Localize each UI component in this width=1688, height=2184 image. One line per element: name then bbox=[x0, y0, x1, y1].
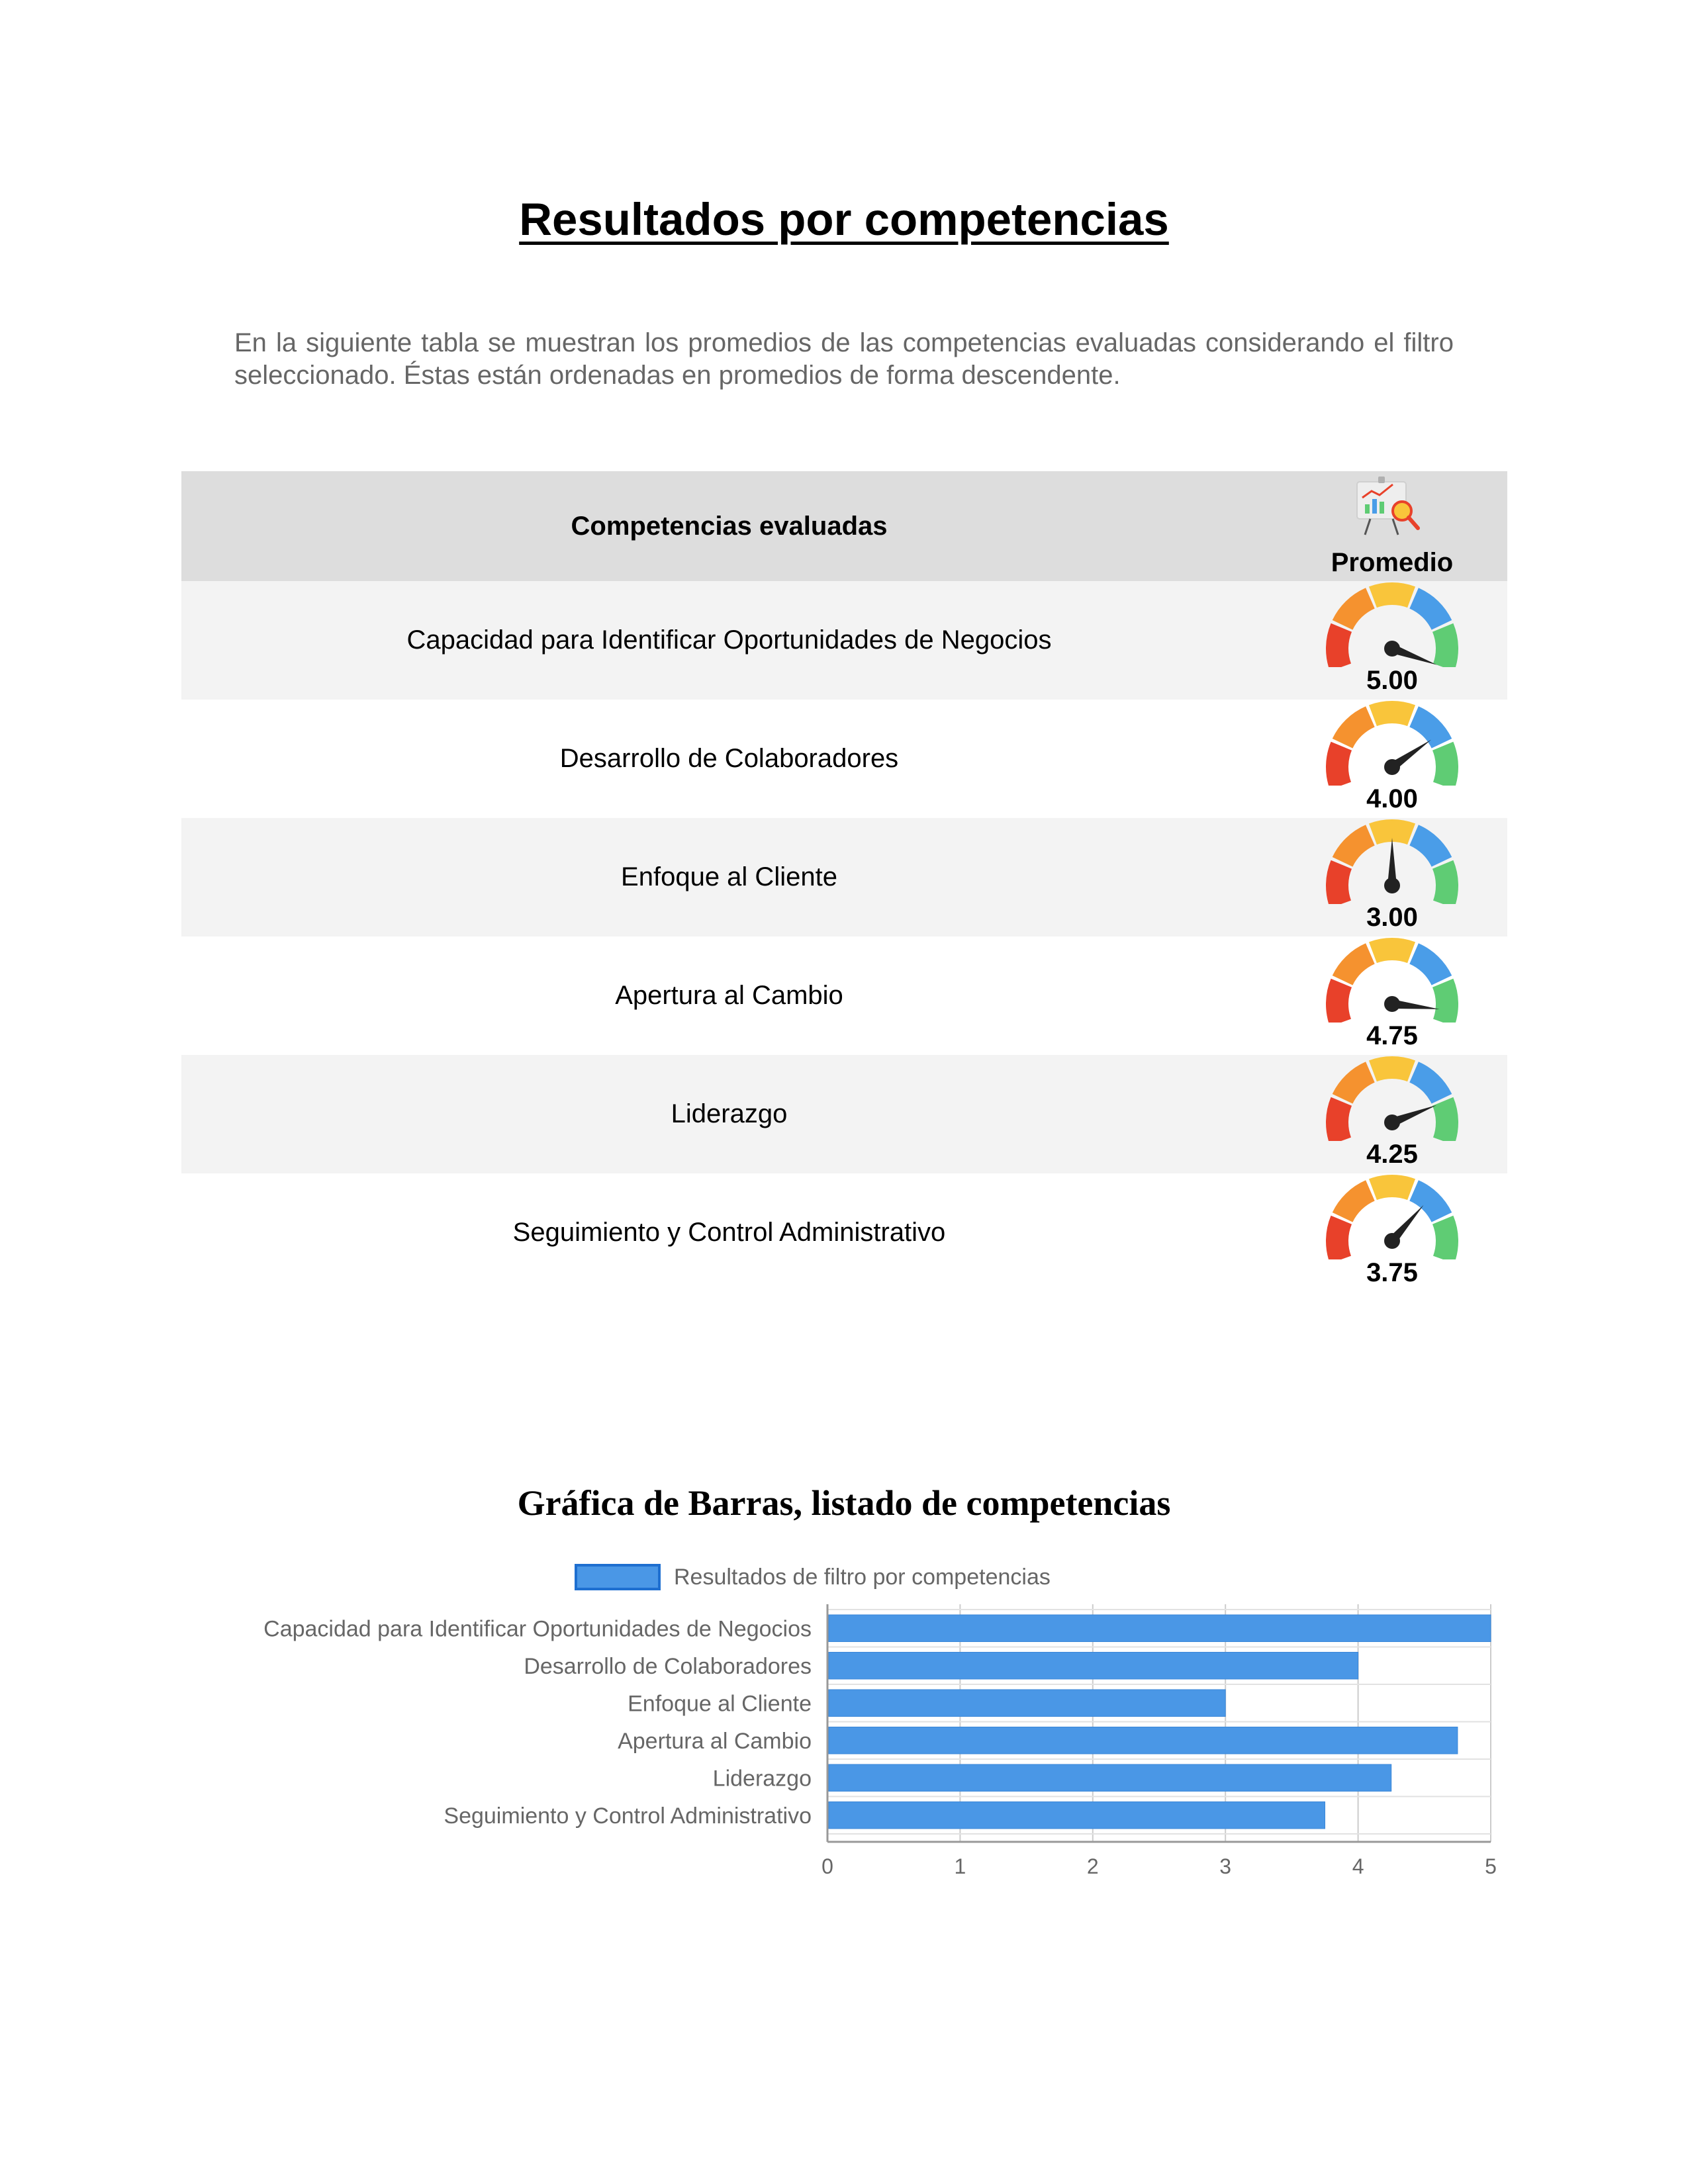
y-category-label: Enfoque al Cliente bbox=[628, 1691, 812, 1717]
gauge-meter-icon bbox=[1277, 1173, 1507, 1259]
bar bbox=[829, 1727, 1458, 1754]
competency-name: Liderazgo bbox=[671, 1099, 788, 1128]
gauge-hub bbox=[1384, 878, 1400, 893]
header-competencies: Competencias evaluadas bbox=[571, 511, 888, 541]
gauge-segment bbox=[1333, 706, 1375, 748]
gauge-segment bbox=[1333, 1180, 1375, 1222]
score-value: 4.75 bbox=[1366, 1021, 1418, 1050]
gauge-segment bbox=[1409, 588, 1452, 629]
y-category-label: Seguimiento y Control Administrativo bbox=[444, 1803, 812, 1829]
score-value: 5.00 bbox=[1366, 666, 1418, 695]
competencies-table bbox=[181, 471, 1507, 1292]
gauge-segment bbox=[1369, 582, 1415, 608]
gauge-segment bbox=[1432, 1097, 1458, 1141]
chart-presentation-magnifier-icon bbox=[1352, 475, 1426, 544]
bar bbox=[829, 1764, 1391, 1792]
x-tick-label: 5 bbox=[1485, 1854, 1497, 1878]
chart-title: Gráfica de Barras, listado de competencias bbox=[517, 1483, 1171, 1523]
score-value: 4.00 bbox=[1366, 784, 1418, 813]
gauge-segment bbox=[1333, 588, 1375, 629]
score-value: 3.00 bbox=[1366, 903, 1418, 932]
gauge-segment bbox=[1333, 1062, 1375, 1103]
competency-name: Seguimiento y Control Administrativo bbox=[512, 1218, 946, 1247]
gauge-segment bbox=[1432, 742, 1458, 786]
gauge-segment bbox=[1369, 1175, 1415, 1200]
gauge-segment bbox=[1369, 1056, 1415, 1081]
table-row bbox=[181, 818, 1507, 936]
competency-name: Enfoque al Cliente bbox=[621, 862, 837, 891]
gauge-segment bbox=[1333, 825, 1375, 866]
bar bbox=[829, 1615, 1491, 1642]
gauge-segment bbox=[1326, 742, 1352, 786]
legend-label: Resultados de filtro por competencias bbox=[674, 1565, 1051, 1590]
gauge-segment bbox=[1409, 943, 1452, 985]
gauge-segment bbox=[1432, 623, 1458, 667]
gauge-segment bbox=[1409, 825, 1452, 866]
bar-chart bbox=[179, 1549, 1516, 1893]
gauge-segment bbox=[1326, 979, 1352, 1023]
gauge-segment bbox=[1409, 706, 1452, 748]
table-row bbox=[181, 936, 1507, 1055]
gauge-cell bbox=[1277, 700, 1507, 818]
gauge-segment bbox=[1333, 943, 1375, 985]
table-header bbox=[181, 471, 1507, 581]
x-tick-label: 2 bbox=[1086, 1854, 1099, 1878]
x-tick-label: 3 bbox=[1219, 1854, 1232, 1878]
score-value: 4.25 bbox=[1366, 1140, 1418, 1169]
gauge-segment bbox=[1409, 1180, 1452, 1222]
gauge-hub bbox=[1384, 1233, 1400, 1249]
x-tick-label: 4 bbox=[1352, 1854, 1364, 1878]
gauge-hub bbox=[1384, 1115, 1400, 1130]
table-row bbox=[181, 700, 1507, 818]
y-category-label: Liderazgo bbox=[712, 1766, 812, 1792]
gauge-segment bbox=[1369, 938, 1415, 963]
gauge-segment bbox=[1326, 623, 1352, 667]
gauge-meter-icon bbox=[1277, 818, 1507, 904]
gauge-segment bbox=[1432, 860, 1458, 904]
bar bbox=[829, 1690, 1225, 1717]
gauge-meter-icon bbox=[1277, 1055, 1507, 1141]
competency-name: Desarrollo de Colaboradores bbox=[559, 744, 899, 773]
gauge-cell bbox=[1277, 581, 1507, 700]
intro-paragraph: En la siguiente tabla se muestran los promedios de las competencias evaluadas considerando el filtro seleccionado. Éstas están ordenadas en promedios de forma descendente. bbox=[234, 328, 1454, 390]
gauge-hub bbox=[1384, 641, 1400, 657]
gauge-segment bbox=[1369, 701, 1415, 726]
bar bbox=[829, 1653, 1358, 1680]
y-category-label: Desarrollo de Colaboradores bbox=[524, 1653, 812, 1679]
gauge-segment bbox=[1326, 1216, 1352, 1259]
gauge-cell bbox=[1277, 818, 1507, 936]
gauge-meter-icon bbox=[1277, 936, 1507, 1023]
header-average-cell bbox=[1277, 471, 1507, 581]
gauge-segment bbox=[1326, 860, 1352, 904]
table-row bbox=[181, 581, 1507, 700]
competency-name: Capacidad para Identificar Oportunidades de Negocios bbox=[406, 625, 1052, 655]
x-tick-label: 1 bbox=[954, 1854, 966, 1878]
bar bbox=[829, 1802, 1325, 1829]
score-value: 3.75 bbox=[1366, 1258, 1418, 1287]
y-category-label: Capacidad para Identificar Oportunidades de Negocios bbox=[263, 1616, 812, 1642]
gauge-segment bbox=[1326, 1097, 1352, 1141]
gauge-segment bbox=[1432, 1216, 1458, 1259]
gauge-hub bbox=[1384, 759, 1400, 775]
table-row bbox=[181, 1055, 1507, 1173]
gauge-cell bbox=[1277, 1173, 1507, 1292]
x-tick-label: 0 bbox=[821, 1854, 833, 1878]
gauge-hub bbox=[1384, 996, 1400, 1012]
header-average: Promedio bbox=[1331, 548, 1454, 577]
page-title: Resultados por competencias bbox=[519, 194, 1169, 245]
y-category-label: Apertura al Cambio bbox=[618, 1728, 812, 1754]
legend-swatch bbox=[576, 1565, 659, 1589]
competency-name: Apertura al Cambio bbox=[615, 981, 843, 1010]
gauge-meter-icon bbox=[1277, 700, 1507, 786]
gauge-segment bbox=[1432, 979, 1458, 1023]
gauge-meter-icon bbox=[1277, 581, 1507, 667]
gauge-cell bbox=[1277, 1055, 1507, 1173]
gauge-segment bbox=[1409, 1062, 1452, 1103]
gauge-cell bbox=[1277, 936, 1507, 1055]
table-row bbox=[181, 1173, 1507, 1292]
